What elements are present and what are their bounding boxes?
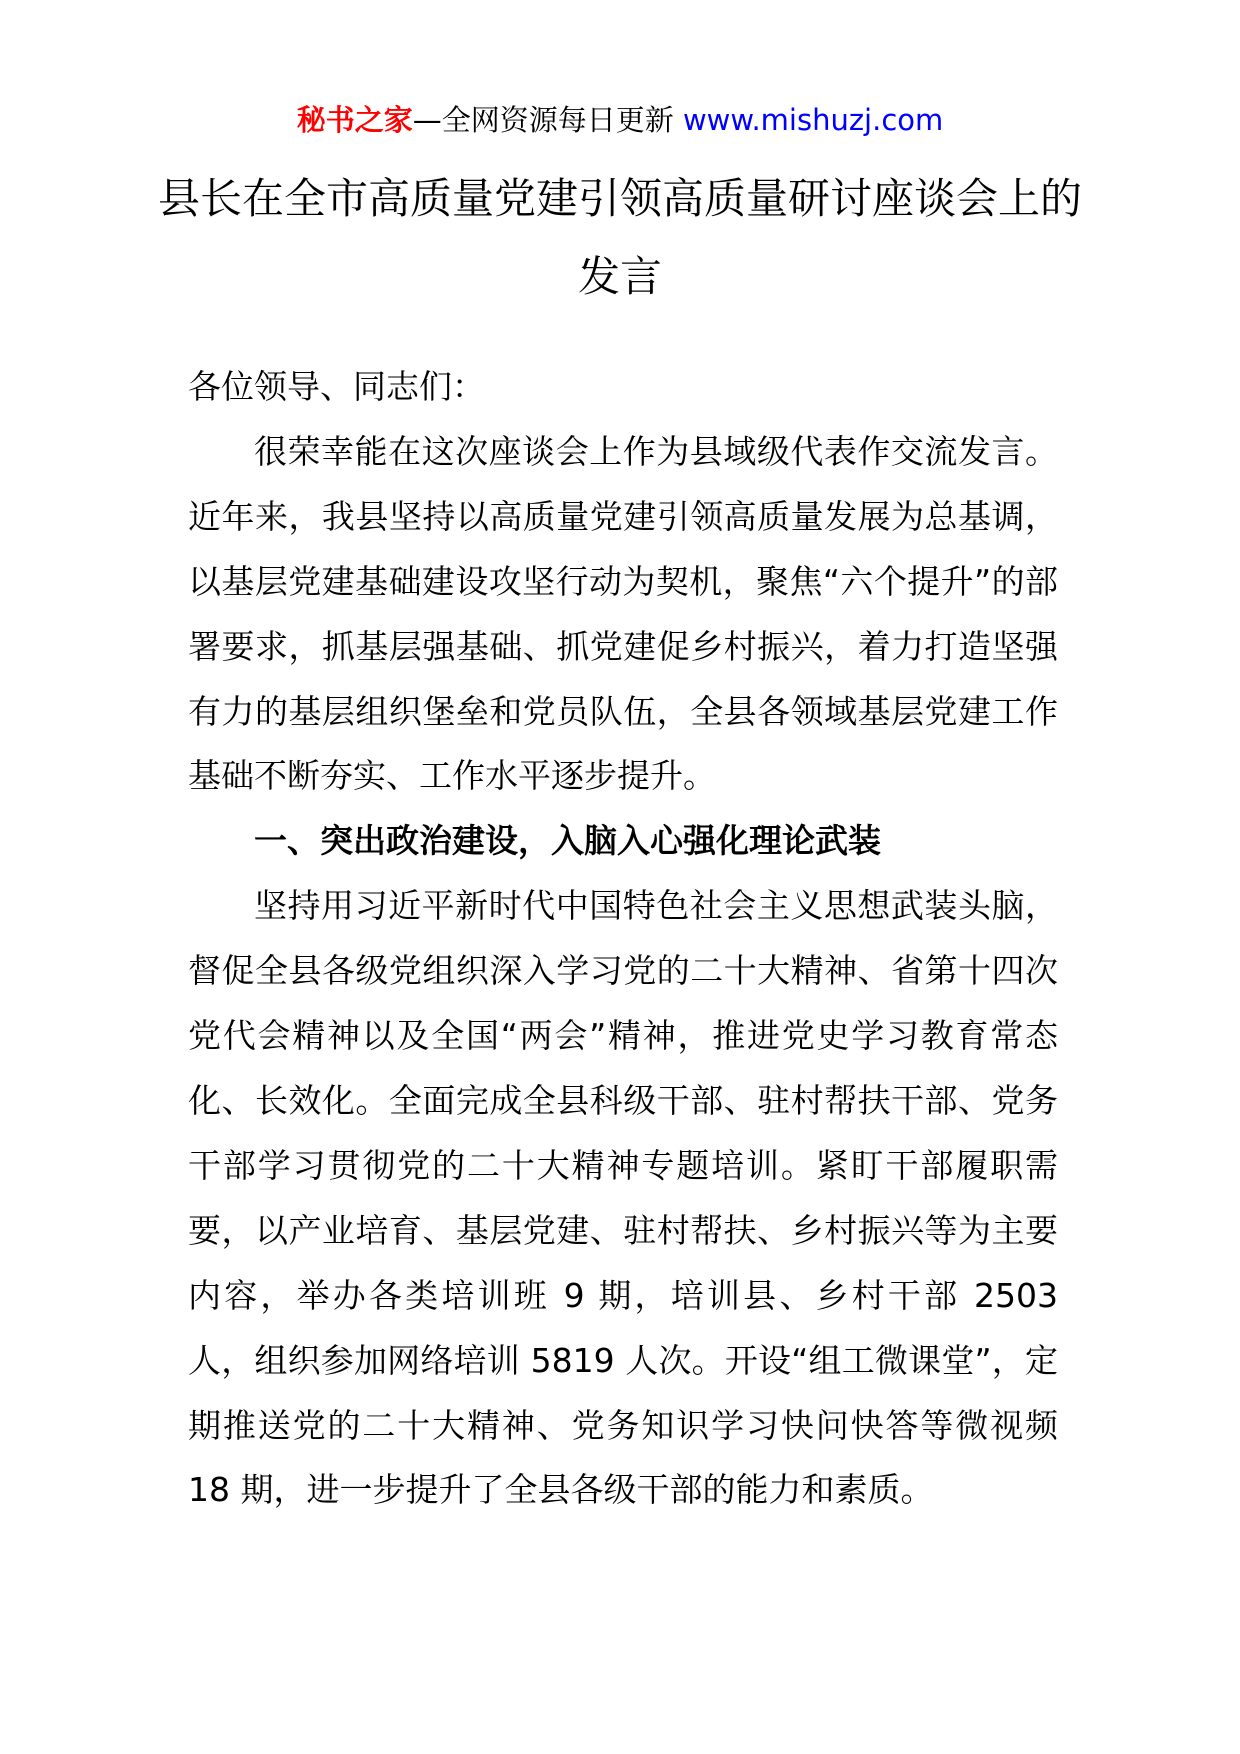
header-tagline: —全网资源每日更新: [412, 103, 683, 137]
site-url[interactable]: www.mishuzj.com: [682, 103, 944, 137]
intro-paragraph: 很荣幸能在这次座谈会上作为县域级代表作交流发言。近年来，我县坚持以高质量党建引领高质量发展为总基调，以基层党建基础建设攻坚行动为契机，聚焦“六个提升”的部署要求，抓基层强基础、抓党建促乡村振兴，着力打造坚强有力的基层组织堡垒和党员队伍，全县各领域基层党建工作基础不断夯实、工作水平逐步提升。: [188, 431, 1058, 796]
document-body: [188, 355, 1058, 1523]
section-paragraph: 坚持用习近平新时代中国特色社会主义思想武装头脑，督促全县各级党组织深入学习党的二十大精神、省第十四次党代会精神以及全国“两会”精神，推进党史学习教育常态化、长效化。全面完成全县科级干部、驻村帮扶干部、党务干部学习贯彻党的二十大精神专题培训。紧盯干部履职需要，以产业培育、基层党建、驻村帮扶、乡村振兴等为主要内容，举办各类培训班 9 期，培训县、乡村干部 2503 人，组织参加网络培训 5819 人次。开设“组工微课堂”，定期推送党的二十大精神、党务知识学习快问快答等微视频 18 期，进一步提升了全县各级干部的能力和素质。: [188, 886, 1058, 1510]
section-heading: 一、突出政治建设，入脑入心强化理论武装: [254, 821, 881, 861]
salutation: 各位领导、同志们：: [188, 367, 485, 406]
watermark-header: [0, 100, 1240, 140]
document-title: 县长在全市高质量党建引领高质量研讨座谈会上的发言: [157, 174, 1082, 301]
brand-name: 秘书之家: [296, 103, 413, 137]
